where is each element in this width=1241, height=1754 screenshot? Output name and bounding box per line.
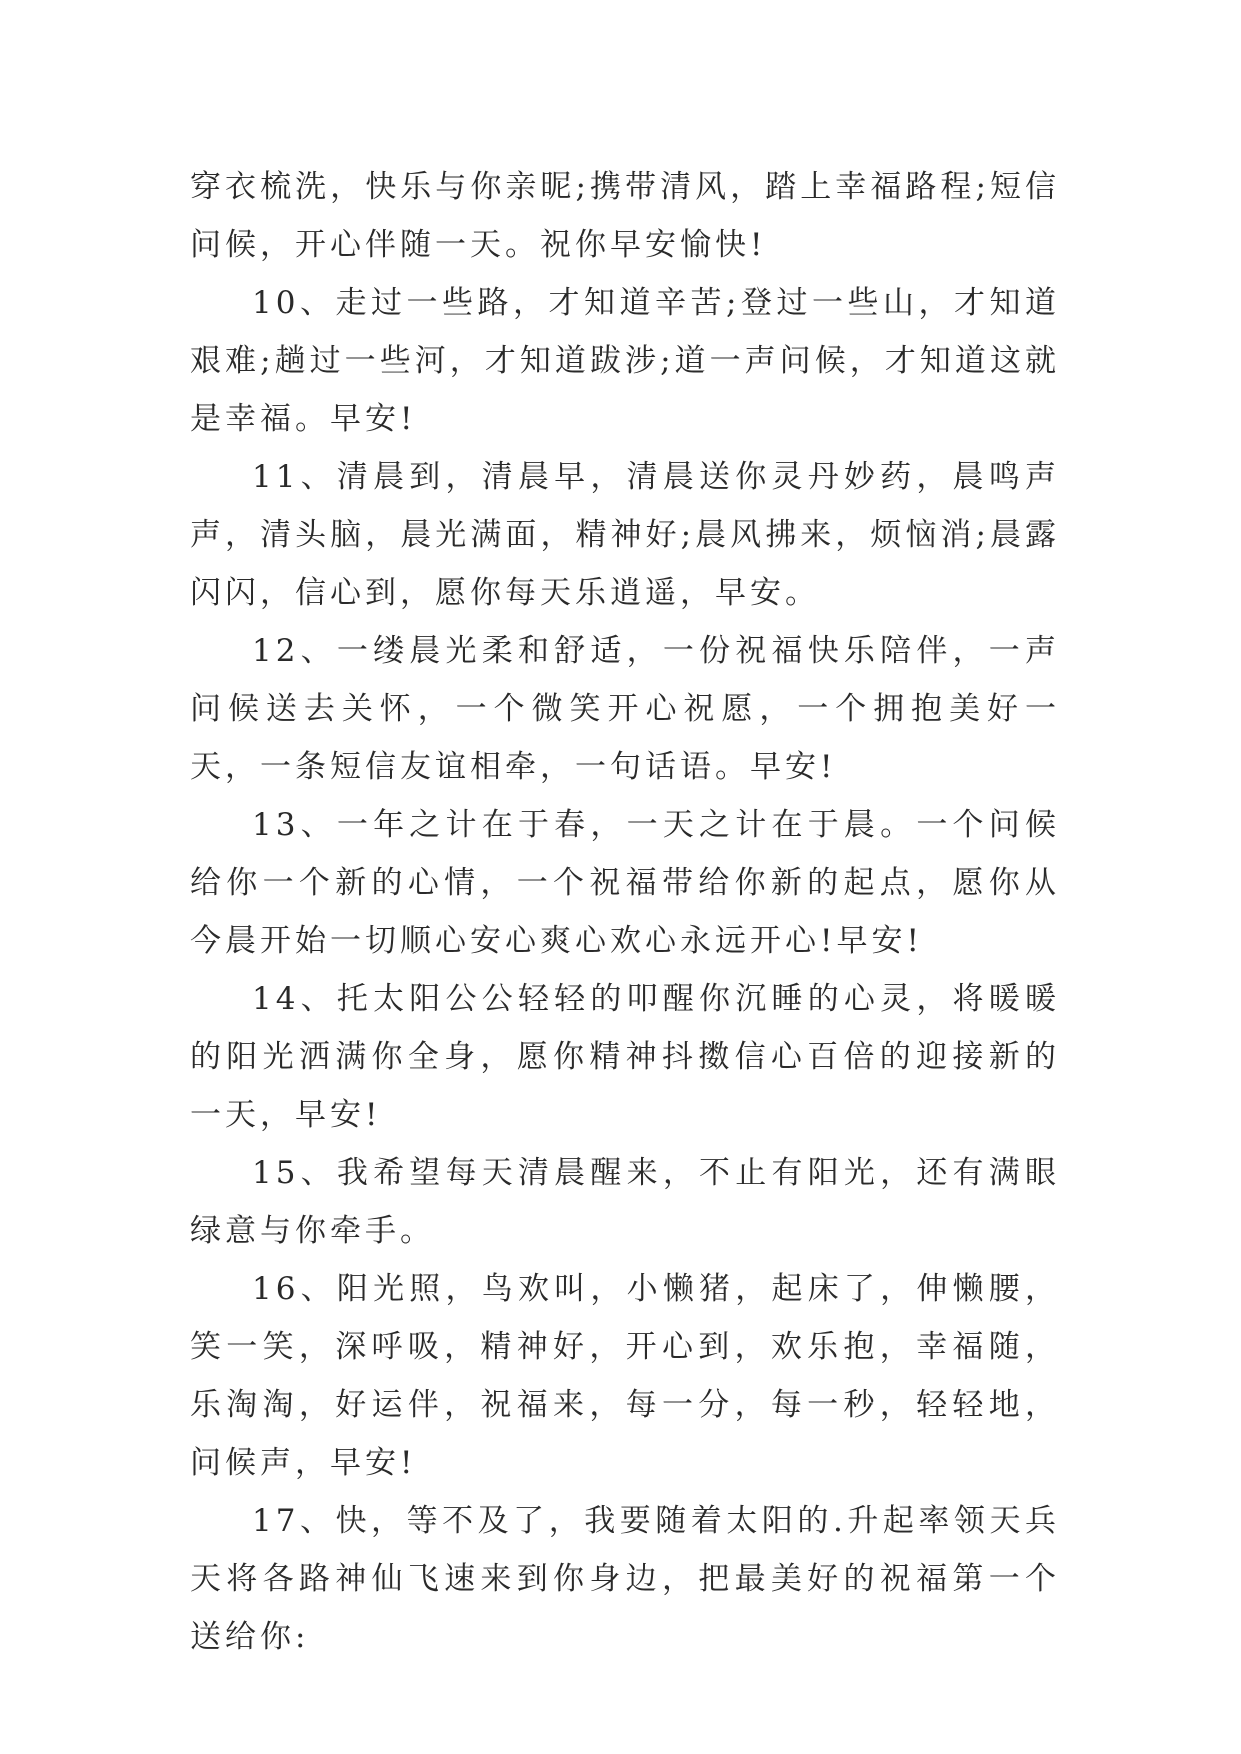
paragraph-13: 13、一年之计在于春，一天之计在于晨。一个问候给你一个新的心情，一个祝福带给你新的起点，愿你从今晨开始一切顺心安心爽心欢心永远开心!早安! <box>190 807 1060 959</box>
paragraph-16: 16、阳光照，鸟欢叫，小懒猪，起床了，伸懒腰，笑一笑，深呼吸，精神好，开心到，欢乐抱，幸福随，乐淘淘，好运伴，祝福来，每一分，每一秒，轻轻地，问候声，早安! <box>190 1271 1060 1481</box>
paragraph-continuation: 穿衣梳洗，快乐与你亲昵;携带清风，踏上幸福路程;短信问候，开心伴随一天。祝你早安愉快! <box>190 169 1060 263</box>
paragraph-10: 10、走过一些路，才知道辛苦;登过一些山，才知道艰难;趟过一些河，才知道跋涉;道一声问候，才知道这就是幸福。早安! <box>190 285 1060 437</box>
paragraph-17: 17、快，等不及了，我要随着太阳的.升起率领天兵天将各路神仙飞速来到你身边，把最美好的祝福第一个送给你: <box>190 1503 1060 1655</box>
paragraph-12: 12、一缕晨光柔和舒适，一份祝福快乐陪伴，一声问候送去关怀，一个微笑开心祝愿，一个拥抱美好一天，一条短信友谊相牵，一句话语。早安! <box>190 633 1060 785</box>
document-body <box>190 158 1060 1666</box>
paragraph-15: 15、我希望每天清晨醒来，不止有阳光，还有满眼绿意与你牵手。 <box>190 1155 1060 1249</box>
paragraph-14: 14、托太阳公公轻轻的叩醒你沉睡的心灵，将暖暖的阳光洒满你全身，愿你精神抖擞信心百倍的迎接新的一天，早安! <box>190 981 1060 1133</box>
paragraph-11: 11、清晨到，清晨早，清晨送你灵丹妙药，晨鸣声声，清头脑，晨光满面，精神好;晨风拂来，烦恼消;晨露闪闪，信心到，愿你每天乐逍遥，早安。 <box>190 459 1060 611</box>
